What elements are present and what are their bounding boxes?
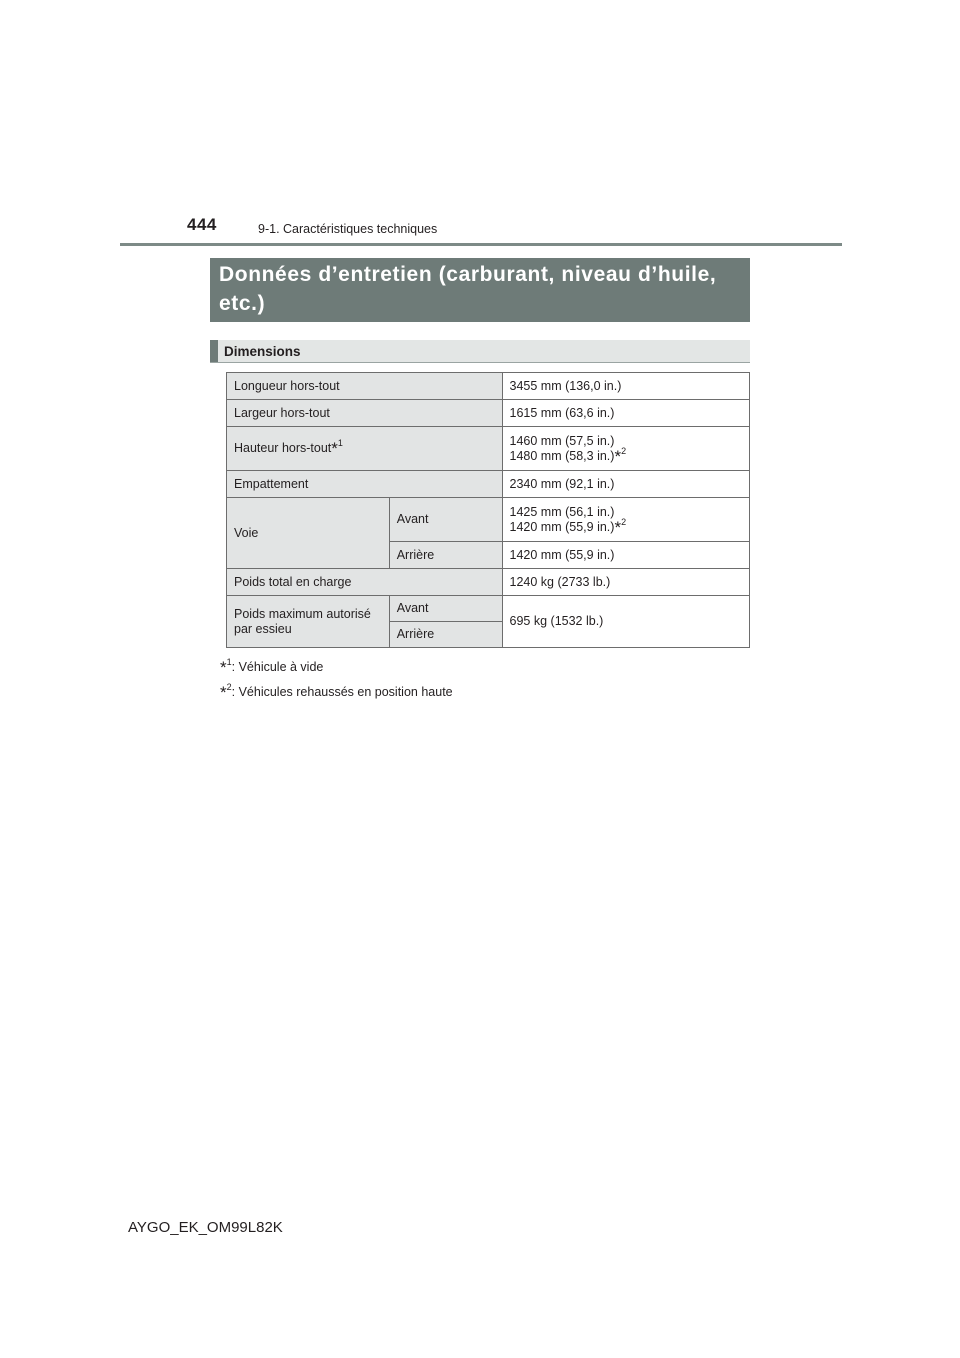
table-row <box>227 373 750 400</box>
sub-label: Avant <box>389 596 502 622</box>
row-value: 3455 mm (136,0 in.) <box>502 373 749 400</box>
dimensions-table <box>226 372 750 648</box>
table-row <box>227 498 750 542</box>
subheading-accent <box>210 340 218 362</box>
value-line: 1420 mm (55,9 in.) <box>509 519 615 534</box>
row-value: 695 kg (1532 lb.) <box>502 596 749 648</box>
sub-label: Arrière <box>389 542 502 569</box>
row-value: 1420 mm (55,9 in.) <box>502 542 749 569</box>
footnote-number: 2 <box>226 682 232 692</box>
value-line: 1460 mm (57,5 in.) <box>509 433 615 448</box>
label-text: Hauteur hors-tout <box>234 441 332 455</box>
row-label: Empattement <box>227 471 503 498</box>
label-line: par essieu <box>234 621 292 636</box>
row-label: Largeur hors-tout <box>227 400 503 427</box>
row-value: 1240 kg (2733 lb.) <box>502 569 749 596</box>
table-row <box>227 471 750 498</box>
section-label: 9-1. Caractéristiques techniques <box>258 222 438 236</box>
footnote-marker: * <box>614 517 622 537</box>
table-row <box>227 400 750 427</box>
subheading-bar <box>210 340 750 363</box>
row-value <box>502 498 749 542</box>
footnote-text: : Véhicules rehaussés en position haute <box>231 685 453 699</box>
footnote-marker: * <box>614 446 622 466</box>
sub-label: Arrière <box>389 622 502 648</box>
footnote <box>220 682 453 702</box>
page-title: Données d’entretien (carburant, niveau d’huile, etc.) <box>219 263 717 315</box>
footnote-number: 2 <box>621 445 627 456</box>
footnote-marker: * <box>331 439 338 458</box>
header-rule <box>120 243 842 246</box>
row-label <box>227 596 390 648</box>
value-line: 1425 mm (56,1 in.) <box>509 504 615 519</box>
table-row <box>227 596 750 622</box>
model-code: AYGO_EK_OM99L82K <box>128 1219 283 1236</box>
table-row <box>227 569 750 596</box>
value-line: 1480 mm (58,3 in.) <box>509 448 615 463</box>
footnote-number: 2 <box>621 516 627 527</box>
row-value: 2340 mm (92,1 in.) <box>502 471 749 498</box>
row-label <box>227 427 503 471</box>
title-banner <box>210 258 750 322</box>
label-line: Poids maximum autorisé <box>234 606 371 621</box>
footnote-marker: * <box>220 683 227 702</box>
row-label: Poids total en charge <box>227 569 503 596</box>
page-number: 444 <box>187 215 217 234</box>
row-label: Voie <box>227 498 390 569</box>
footnote <box>220 657 324 677</box>
sub-label: Avant <box>389 498 502 542</box>
footnote-number: 1 <box>337 438 343 448</box>
footnote-marker: * <box>220 658 227 677</box>
row-value: 1615 mm (63,6 in.) <box>502 400 749 427</box>
subheading: Dimensions <box>224 344 301 359</box>
table-row <box>227 427 750 471</box>
footnote-text: : Véhicule à vide <box>231 660 324 674</box>
footnote-number: 1 <box>226 657 232 667</box>
row-label: Longueur hors-tout <box>227 373 503 400</box>
row-value <box>502 427 749 471</box>
